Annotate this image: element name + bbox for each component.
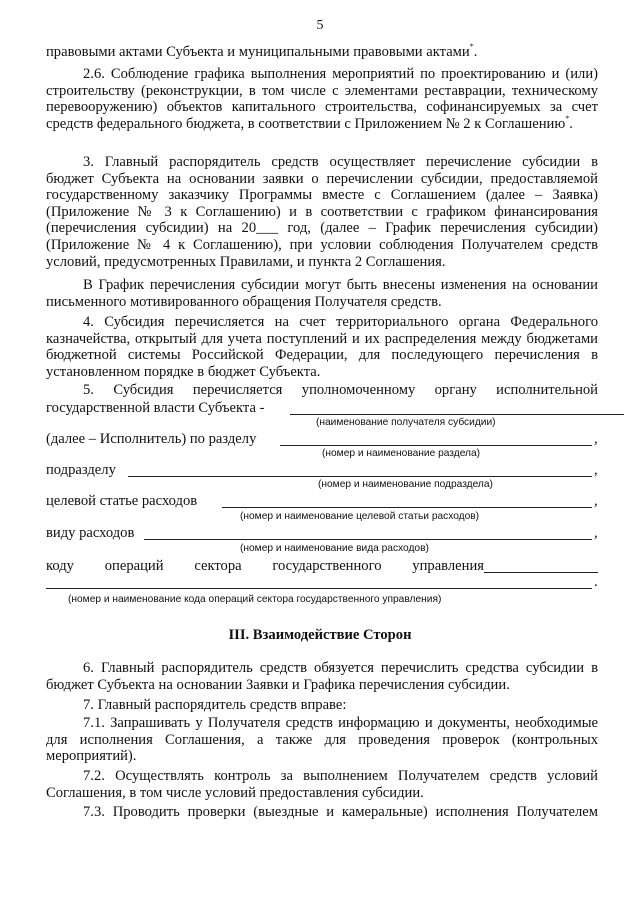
paragraph-grafik: В График перечисления субсидии могут быть внесены изменения на основании письменного мотивированного обращения Получателя средств. bbox=[46, 277, 598, 310]
paragraph-continuation bbox=[46, 44, 598, 61]
word: коду bbox=[46, 558, 74, 574]
field-label: целевой статье расходов bbox=[46, 493, 198, 509]
fill-line bbox=[128, 476, 592, 477]
fill-line bbox=[46, 588, 592, 589]
word: управления bbox=[412, 558, 484, 574]
caption-statya: (номер и наименование целевой статьи расходов) bbox=[240, 511, 480, 522]
field-label: подразделу bbox=[46, 462, 116, 478]
field-statya bbox=[46, 493, 598, 511]
caption-razdel: (номер и наименование раздела) bbox=[322, 448, 481, 459]
comma: , bbox=[594, 525, 598, 541]
paragraph-3: 3. Главный распорядитель средств осуществляет перечисление субсидии в бюджет Субъекта на основании заявки о перечислении субсидии, предоставляемой государственному заказчику Программы вместе с Соглашением (далее – Заявка) (Приложение № 3 к Соглашению) и в соответствии с графиком финансирования (перечисления субсидии) на 20___ год, (далее – График перечисления субсидии) (Приложение № 4 к Соглашению), при условии соблюдения Получателем средств условий, предусмотренных Правилами, и пункта 2 Соглашения. bbox=[46, 154, 598, 270]
caption-podrazdel: (номер и наименование подраздела) bbox=[318, 479, 493, 490]
caption-kod: (номер и наименование кода операций сектора государственного управления) bbox=[68, 594, 442, 605]
word: сектора bbox=[194, 558, 242, 574]
footnote-mark: * bbox=[469, 42, 474, 51]
paragraph-end: . bbox=[473, 44, 478, 60]
field-label: (далее – Исполнитель) по разделу bbox=[46, 431, 257, 447]
paragraph-6: 6. Главный распорядитель средств обязуется перечислить средства субсидии в бюджет Субъекта на основании Заявки и Графика перечисления субсидии. bbox=[46, 660, 598, 693]
fill-line bbox=[290, 414, 624, 415]
field-kod-line2 bbox=[46, 574, 598, 592]
section-heading: III. Взаимодействие Сторон bbox=[228, 627, 412, 643]
period: . bbox=[594, 574, 598, 590]
field-label: государственной власти Субъекта - bbox=[46, 400, 265, 416]
word: государственного bbox=[272, 558, 382, 574]
paragraph-4: 4. Субсидия перечисляется на счет территориального органа Федерального казначейства, открытый для учета поступлений и их распределения между бюджетами бюджетной системы Российской Федерации, для последующего перечисления в установленном порядке в бюджет Субъекта. bbox=[46, 314, 598, 380]
field-podrazdel bbox=[46, 462, 598, 480]
comma: , bbox=[594, 493, 598, 509]
fill-line bbox=[280, 445, 592, 446]
paragraph-7-1: 7.1. Запрашивать у Получателя средств информацию и документы, необходимые для исполнения Соглашения, а также для проведения проверок (контрольных мероприятий). bbox=[46, 715, 598, 765]
paragraph-7-3: 7.3. Проводить проверки (выездные и камеральные) исполнения Получателем bbox=[83, 804, 598, 820]
word: операций bbox=[104, 558, 164, 574]
paragraph-text: 2.6. Соблюдение графика выполнения мероприятий по проектированию и (или) строительству (реконструкции, в том числе с элементами реставрации, техническому перевооружению) объектов капитального строительства, софинансируемых за счет средств федерального бюджета, в соответствии с Приложением № 2 к Соглашению bbox=[46, 66, 598, 132]
paragraph-5-line1: 5. Субсидия перечисляется уполномоченному органу исполнительной bbox=[83, 382, 598, 398]
caption-recipient: (наименование получателя субсидии) bbox=[316, 417, 496, 428]
paragraph-end: . bbox=[569, 115, 573, 132]
caption-vid: (номер и наименование вида расходов) bbox=[240, 543, 429, 554]
fill-line bbox=[144, 539, 592, 540]
paragraph-7-2: 7.2. Осуществлять контроль за выполнением Получателем средств условий Соглашения, в том числе условий предоставления субсидии. bbox=[46, 768, 598, 801]
footnote-mark: * bbox=[565, 113, 570, 123]
fill-line bbox=[484, 572, 598, 573]
paragraph-7: 7. Главный распорядитель средств вправе: bbox=[83, 697, 347, 713]
field-vid bbox=[46, 525, 598, 543]
field-recipient bbox=[46, 400, 598, 418]
comma: , bbox=[594, 431, 598, 447]
field-razdel bbox=[46, 431, 598, 449]
page-number: 5 bbox=[316, 18, 324, 33]
field-label: виду расходов bbox=[46, 525, 135, 541]
comma: , bbox=[594, 462, 598, 478]
paragraph-text: правовыми актами Субъекта и муниципальными правовыми актами bbox=[46, 44, 470, 60]
paragraph-2-6 bbox=[46, 66, 598, 132]
fill-line bbox=[222, 507, 592, 508]
